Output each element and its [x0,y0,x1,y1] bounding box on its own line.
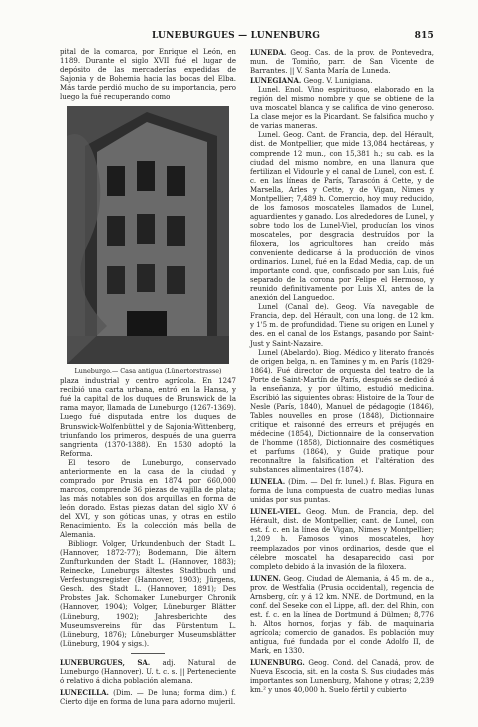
page-number: 815 [414,31,434,41]
entry-lunel-abelardo: Lunel (Abelardo). Biog. Médico y literato francés de origen belga, n. en Tamines y m. en París (1829-1864). Fué director de orquesta del teatro de la Porte de Saint-Martín de París, después se dedicó á la enseñanza, y por último, estudió medicina. Escribió las siguientes obras: Histoire de la Tour de Nesle (París, 1840), Manuel de pédagogie (1846), Tables nouvelles en prose (1848), Dictionnaire critique et raisonné des erreurs et préjugés en médecine (1854), Dictionnaire de la conservation de l'homme (1858), Dictionnaire des cosmétiques et parfums (1864), y Guide pratique pour reconnaître la falsification et l'altération des substances alimentaires (1874). [250,348,434,475]
headword: LUNENBURG. [250,658,305,668]
entry-lunecilla [60,688,236,707]
left-column [60,48,236,707]
entry-lunen [250,574,434,656]
figure [64,106,232,375]
header-title: LUNEBURGUES — LUNENBURG [152,31,321,41]
headword: LUNEGIANA. [250,76,302,86]
definition: Geog. Cas. de la prov. de Pontevedra, mun. de Tomiño, parr. de San Vicente de Barrantes. || V. Santa María de Luneda. [250,49,434,76]
entry-luneda [250,48,434,76]
definition: (Dim. — Del fr. lunel.) f. Blas. Figura en forma de luna compuesta de cuatro medias lunas unidas por sus puntas. [250,478,434,505]
paragraph-luneburgo-history: pital de la comarca, por Enrique el León, en 1189. Durante el siglo XVII fué el lugar de depósito de las mercaderías expedidas de Sajonia y de Bohemia hacia las bocas del Elba. Más tarde perdió mucho de su importancia, pero luego la fué recuperando como [60,48,236,102]
definition: Geog. Ciudad de Alemania, á 45 m. de a., prov. de Westfalia (Prusia occidental), regencia de Arnsberg, cír. y á 12 km. NNE. de Dortmund, en la conf. del Seseke con el Lippe, afl. der. del Rhin, con est. f. c. en la línea de Dortmund á Dülmen; 8,776 h. Altos hornos, forjas y fáb. de maquinaria agrícola; comercio de ganados. Es población muy antigua, fué fundada por el conde Adolfo II, de Mark, en 1330. [250,574,434,656]
definition: Geog. V. Lunigiana. [301,77,373,86]
old-house-illustration [67,106,229,364]
definition: (Dim. — De luna; forma dim.) f. Cierto dije en forma de luna para adorno mujeril. [60,688,236,706]
headword: LUNELA. [250,477,286,487]
headword: LUNEDA. [250,48,287,57]
separator [131,653,165,654]
headword: LUNEBURGUES, SA. [60,657,151,667]
definition: Geog. Cond. del Canadá, prov. de Nueva Escocia, sit. en la costa S. Sus ciudades más importantes son Lunenburg, Mahone y otras; 2,239 km.² y unos 40,000 h. Suelo fértil y cubierto [250,659,434,695]
photo-old-house [67,106,229,364]
headword: LUNECILLA. [60,687,109,697]
entry-lunel-wine: Lunel. Enol. Vino espirituoso, elaborado en la región del mismo nombre y que se obtiene de la uva moscatel blanca y se califica de vino generoso. La clase mejor es la Picardant. Se falsifica mucho y de varias maneras. [250,86,434,131]
running-header [60,31,434,43]
entry-lunenburg [250,658,434,695]
headword: LUNEL-VIEL. [250,507,302,517]
definition: Geog. Mun. de Francia, dep. del Hérault, dist. de Montpellier, cant. de Lunel, con est. f. c. en la línea de Vigan, Nimes y Montpellier; 1,209 h. Famosos vinos moscateles, hoy reemplazados por vinos ordinarios, desde que el célebre moscatel ha desaparecido casi por completo debido á la invasión de la filoxera. [250,508,434,571]
entry-lunel-viel [250,507,434,571]
entry-lunel-canal: Lunel (Canal de). Geog. Vía navegable de Francia, dep. del Hérault, con una long. de 12 km. y 1'5 m. de profundidad. Tiene su origen en Lunel y des. en el canal de los Estangs, pasando por Saint-Just y Saint-Nazaire. [250,303,434,348]
definition: adj. Natural de Luneburgo (Hannover). U. t. c. s. || Perteneciente ó relativo á dicha población alemana. [60,658,236,685]
entry-luneburgues [60,658,236,686]
entry-lunela [250,477,434,505]
paragraph-luneburgo-city: plaza industrial y centro agrícola. En 1247 recibió una carta urbana, entró en la Hansa, y fué la capital de los duques de Brunswick de la rama mayor, llamada de Luneburgo (1267-1369). Luego fué disputada entre los duques de Brunswick-Wolfenbüttel y de Sajonia-Wittenberg, triunfando los primeros, después de una guerra sangrienta (1370-1388). En 1530 adoptó la Reforma. [60,377,236,458]
headword: LUNEN. [250,573,281,583]
right-column [250,48,434,695]
entry-lunel-canton: Lunel. Geog. Cant. de Francia, dep. del Hérault, dist. de Montpellier, que mide 13,084 hectáreas, y comprende 12 mun., con 15,381 h.; su cab. es la ciudad del mismo nombre, en una llanura que fertilizan el Vidourle y el canal de Lunel, con est. f. c. en las líneas de París, Tarascón á Cette, y de Marsella, Arles y Cette, y de Vigan, Nimes y Montpellier; 7,489 h. Comercio, hoy muy reducido, de los famosos moscateles llamados de Lunel, aguardientes y ganado. Los alrededores de Lunel, y sobre todo los de Lunel-Viel, producían los vinos moscateles, por desgracia destruídos por la filoxera, los agricultores han creído más conveniente dedicarse á la producción de vinos ordinarios. Lunel, fué en la Edad Media, cap. de un importante cond. que, confiscado por san Luis, fué separado de la corona por Felipe el Hermoso, y reunido definitivamente por Luis XI, antes de la anexión del Languedoc. [250,131,434,303]
figure-caption: Luneburgo.— Casa antigua (Lünertorstrasse) [74,367,222,376]
paragraph-treasure: El tesoro de Luneburgo, conservado anteriormente en la casa de la ciudad y comprado por Prusia en 1874 por 660,000 marcos, comprende 36 piezas de vajilla de plata; las más notables son dos arquillas en forma de león dorado. Estas piezas datan del siglo XV ó del XVI, y son góticas unas, y otras en estilo Renacimiento. Es la colección más bella de Alemania. [60,458,236,540]
paragraph-bibliography: Bibliogr. Volger, Urkundenbuch der Stadt L. (Hannover, 1872-77); Bodemann, Die ältern Zunfturkunden der Stadt L. (Hannover, 1883); Reinecke, Luneburgs ältestes Stadtbuch und Verfestungsregister (Hannover, 1903); Jürgens, Gesch. des Stadt L. (Hannover, 1891); Des Probstes Jak. Schomaker Luneburger Chronik (Hannover, 1904); Volger, Lüneburger Blätter (Lüneburg, 1902); Jahresberichte des Museumsvereins für das Fürstentum L. (Lüneburg, 1876); Lüneburger Museumsblätter (Lüneburg, 1904 y sigs.). [60,540,236,648]
entry-lunegiana [250,76,434,86]
